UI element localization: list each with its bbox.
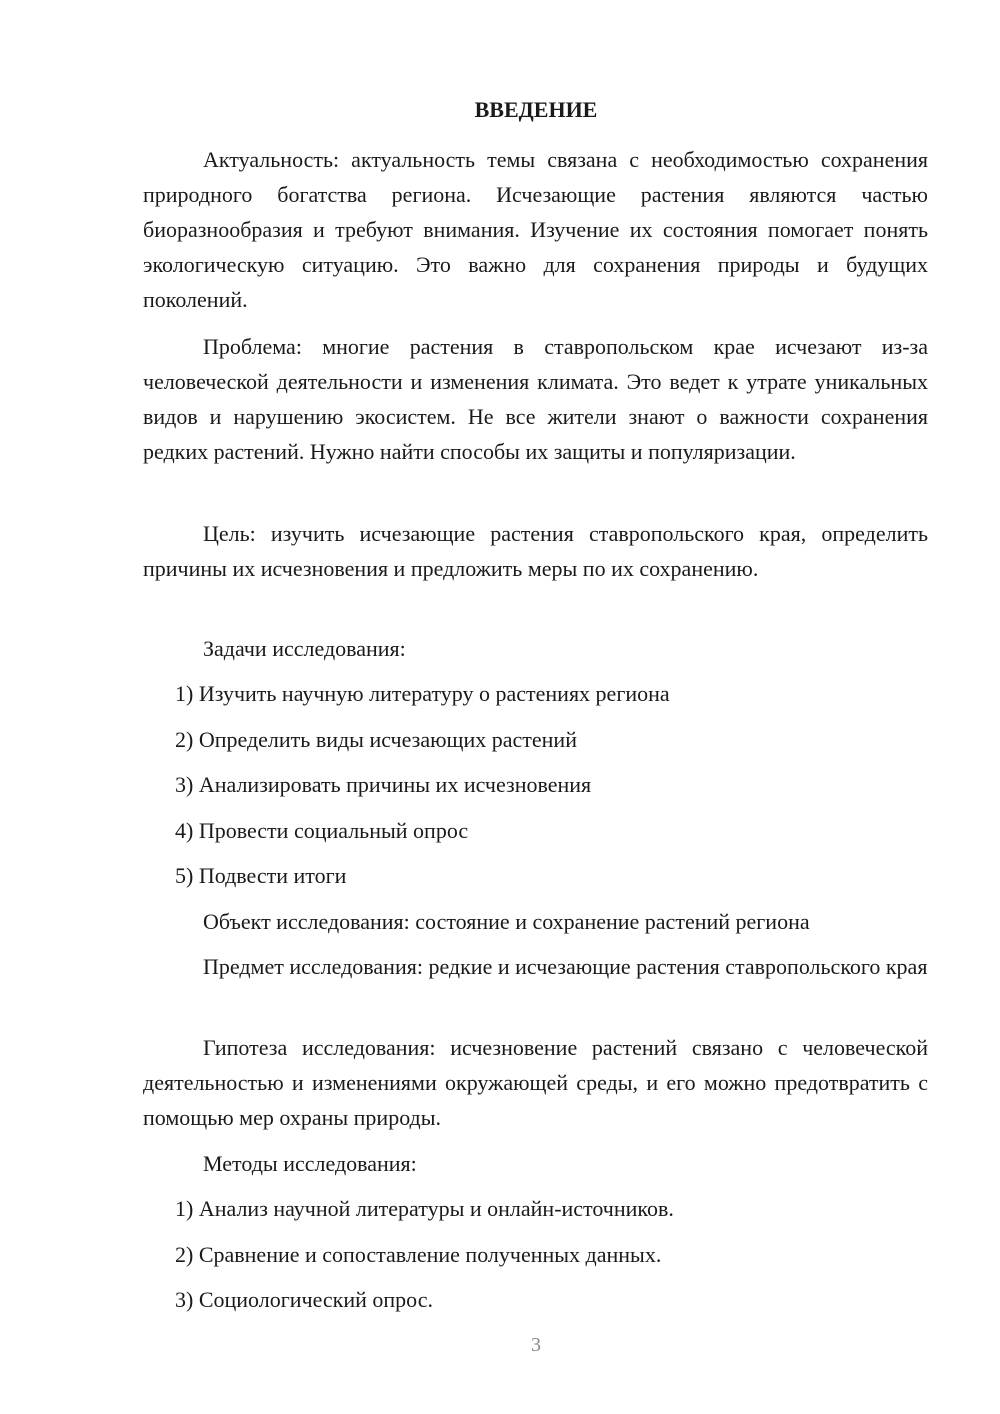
page-title: ВВЕДЕНИЕ xyxy=(474,97,598,122)
task-item: 5) Подвести итоги xyxy=(175,863,347,888)
subject-paragraph: Предмет исследования: редкие и исчезающие растения ставропольского края xyxy=(203,954,928,979)
object-line: Объект исследования: состояние и сохранение растений региона xyxy=(203,909,810,934)
method-item: 2) Сравнение и сопоставление полученных данных. xyxy=(175,1242,662,1267)
page-number: 3 xyxy=(531,1334,541,1356)
goal-paragraph: Цель: изучить исчезающие растения ставропольского края, определить причины их исчезновения и предложить меры по их сохранению. xyxy=(143,521,928,581)
relevance-paragraph: Актуальность: актуальность темы связана с необходимостью сохранения природного богатства региона. Исчезающие растения являются частью биоразнообразия и требуют внимания. Изучение их состояния помогает понять экологическую ситуацию. Это важно для сохранения природы и будущих поколений. xyxy=(143,147,928,312)
tasks-heading: Задачи исследования: xyxy=(203,636,406,661)
task-item: 1) Изучить научную литературу о растениях региона xyxy=(175,681,670,706)
task-item: 4) Провести социальный опрос xyxy=(175,818,469,843)
methods-heading: Методы исследования: xyxy=(203,1151,417,1176)
task-item: 2) Определить виды исчезающих растений xyxy=(175,727,577,752)
method-item: 1) Анализ научной литературы и онлайн-источников. xyxy=(175,1196,674,1221)
problem-paragraph: Проблема: многие растения в ставропольском крае исчезают из-за человеческой деятельности и изменения климата. Это ведет к утрате уникальных видов и нарушению экосистем. Не все жители знают о важности сохранения редких растений. Нужно найти способы их защиты и популяризации. xyxy=(143,334,928,464)
hypothesis-paragraph: Гипотеза исследования: исчезновение растений связано с человеческой деятельностью и изменениями окружающей среды, и его можно предотвратить с помощью мер охраны природы. xyxy=(143,1035,928,1130)
task-item: 3) Анализировать причины их исчезновения xyxy=(175,772,592,797)
method-item: 3) Социологический опрос. xyxy=(175,1287,433,1312)
